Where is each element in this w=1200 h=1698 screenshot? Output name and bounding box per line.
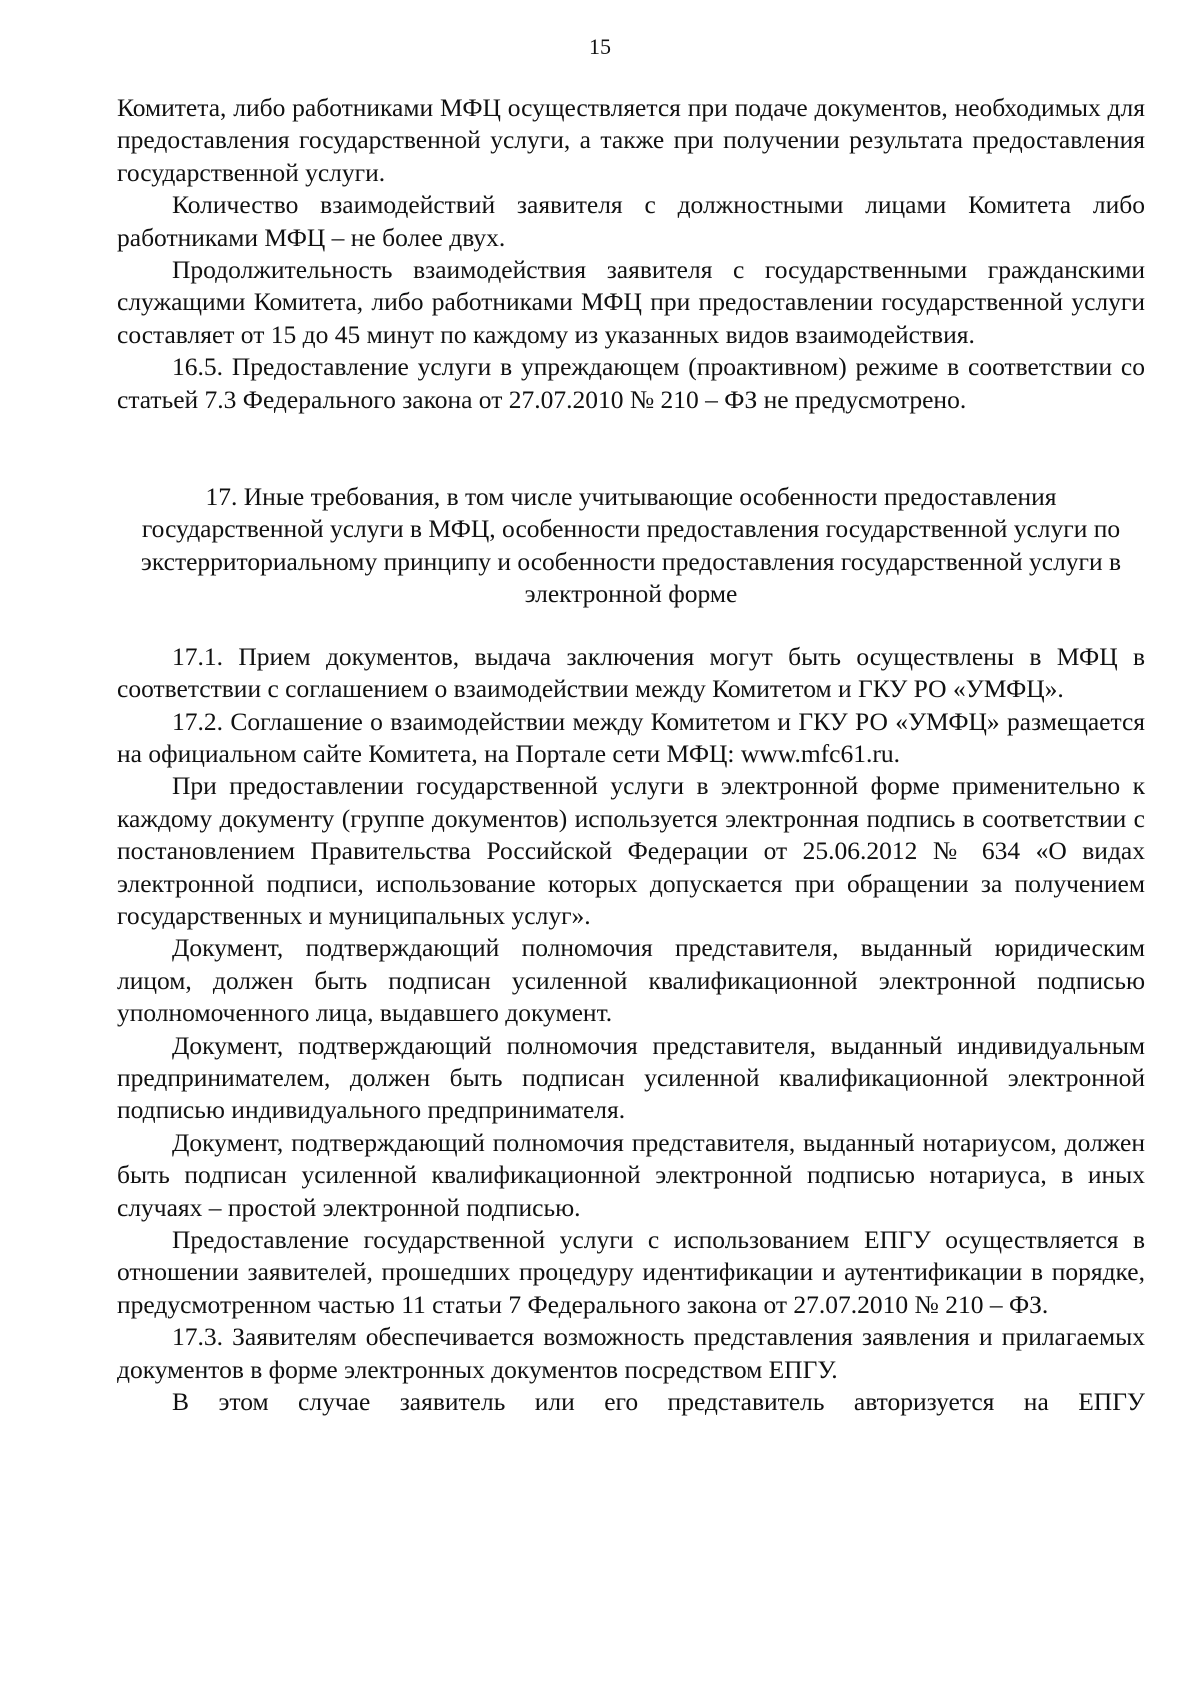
document-body	[117, 92, 1145, 1418]
paragraph-17-1: 17.1. Прием документов, выдача заключения могут быть осуществлены в МФЦ в соответствии с соглашением о взаимодействии между Комитетом и ГКУ РО «УМФЦ».	[117, 641, 1145, 704]
paragraph-authorization: В этом случае заявитель или его представитель авторизуется на ЕПГУ	[172, 1387, 1145, 1417]
paragraph-continuation: Комитета, либо работниками МФЦ осуществляется при подаче документов, необходимых для предоставления государственной услуги, а также при получении результата предоставления государственной услуги.	[117, 93, 1145, 187]
paragraph-16-5: 16.5. Предоставление услуги в упреждающем (проактивном) режиме в соответствии со статьей 7.3 Федерального закона от 27.07.2010 № 210 – ФЗ не предусмотрено.	[117, 352, 1145, 414]
paragraph-epgu-identification: Предоставление государственной услуги с использованием ЕПГУ осуществляется в отношении заявителей, прошедших процедуру идентификации и аутентификации в порядке, предусмотренном частью 11 статьи 7 Федерального закона от 27.07.2010 № 210 – ФЗ.	[117, 1225, 1145, 1319]
paragraph-17-2: 17.2. Соглашение о взаимодействии между Комитетом и ГКУ РО «УМФЦ» размещается на официальном сайте Комитета, на Портале сети МФЦ: www.mfc61.ru.	[117, 706, 1145, 768]
paragraph-interaction-duration: Продолжительность взаимодействия заявителя с государственными гражданскими служащими Комитета, либо работниками МФЦ при предоставлении государственной услуги составляет от 15 до 45 минут по каждому из указанных видов взаимодействия.	[117, 255, 1145, 349]
paragraph-interaction-count: Количество взаимодействий заявителя с должностными лицами Комитета либо работниками МФЦ – не более двух.	[117, 190, 1145, 252]
page-number: 15	[589, 34, 611, 59]
paragraph-notary-document: Документ, подтверждающий полномочия представителя, выданный нотариусом, должен быть подписан усиленной квалификационной электронной подписью нотариуса, в иных случаях – простой электронной подписью.	[117, 1127, 1145, 1222]
paragraph-electronic-signature: При предоставлении государственной услуги в электронной форме применительно к каждому документу (группе документов) используется электронная подпись в соответствии с постановлением Правительства Российской Федерации от 25.06.2012 № 634 «О видах электронной подписи, использование которых допускается при обращении за получением государственных и муниципальных услуг».	[117, 771, 1145, 930]
section-heading-17: 17. Иные требования, в том числе учитывающие особенности предоставления государственной услуги в МФЦ, особенности предоставления государственной услуги по экстерриториальному принципу и особенности предоставления государственной услуги в электронной форме	[140, 482, 1122, 609]
paragraph-17-3: 17.3. Заявителям обеспечивается возможность представления заявления и прилагаемых документов в форме электронных документов посредством ЕПГУ.	[117, 1322, 1145, 1384]
paragraph-entrepreneur-document: Документ, подтверждающий полномочия представителя, выданный индивидуальным предпринимателем, должен быть подписан усиленной квалификационной электронной подписью индивидуального предпринимателя.	[117, 1030, 1145, 1125]
paragraph-legal-entity-document: Документ, подтверждающий полномочия представителя, выданный юридическим лицом, должен быть подписан усиленной квалификационной электронной подписью уполномоченного лица, выдавшего документ.	[117, 933, 1145, 1028]
